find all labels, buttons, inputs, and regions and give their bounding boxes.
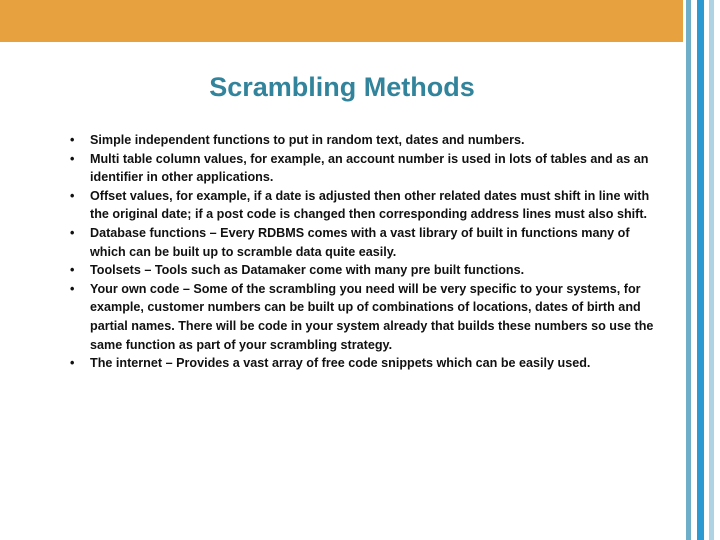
top-accent-bar — [0, 0, 683, 42]
bullet-item: • Toolsets – Tools such as Datamaker come with many pre built functions. — [68, 261, 664, 280]
bullet-item: • Offset values, for example, if a date is adjusted then other related dates must shift in line with the original date; if a post code is changed then corresponding address lines must also shift. — [68, 187, 664, 224]
bullet-item: • Database functions – Every RDBMS comes with a vast library of built in functions many of which can be built up to scramble data quite easily. — [68, 224, 664, 261]
slide-title: Scrambling Methods — [209, 72, 475, 102]
bullet-item: • The internet – Provides a vast array of free code snippets which can be easily used. — [68, 354, 664, 373]
bullet-item: • Simple independent functions to put in random text, dates and numbers. — [68, 131, 664, 150]
right-stripe-strong — [697, 0, 704, 540]
right-stripe-pale — [709, 0, 714, 540]
bullet-item: • Your own code – Some of the scrambling you need will be very specific to your systems, for example, customer numbers can be built up of combinations of locations, dates of birth and partial names. There will be code in your system already that builds these numbers so use the same function as part of your scrambling strategy. — [68, 280, 664, 354]
bullet-list — [68, 131, 664, 373]
right-stripe-medium — [686, 0, 691, 540]
bullet-item: • Multi table column values, for example, an account number is used in lots of tables and as an identifier in other applications. — [68, 150, 664, 187]
